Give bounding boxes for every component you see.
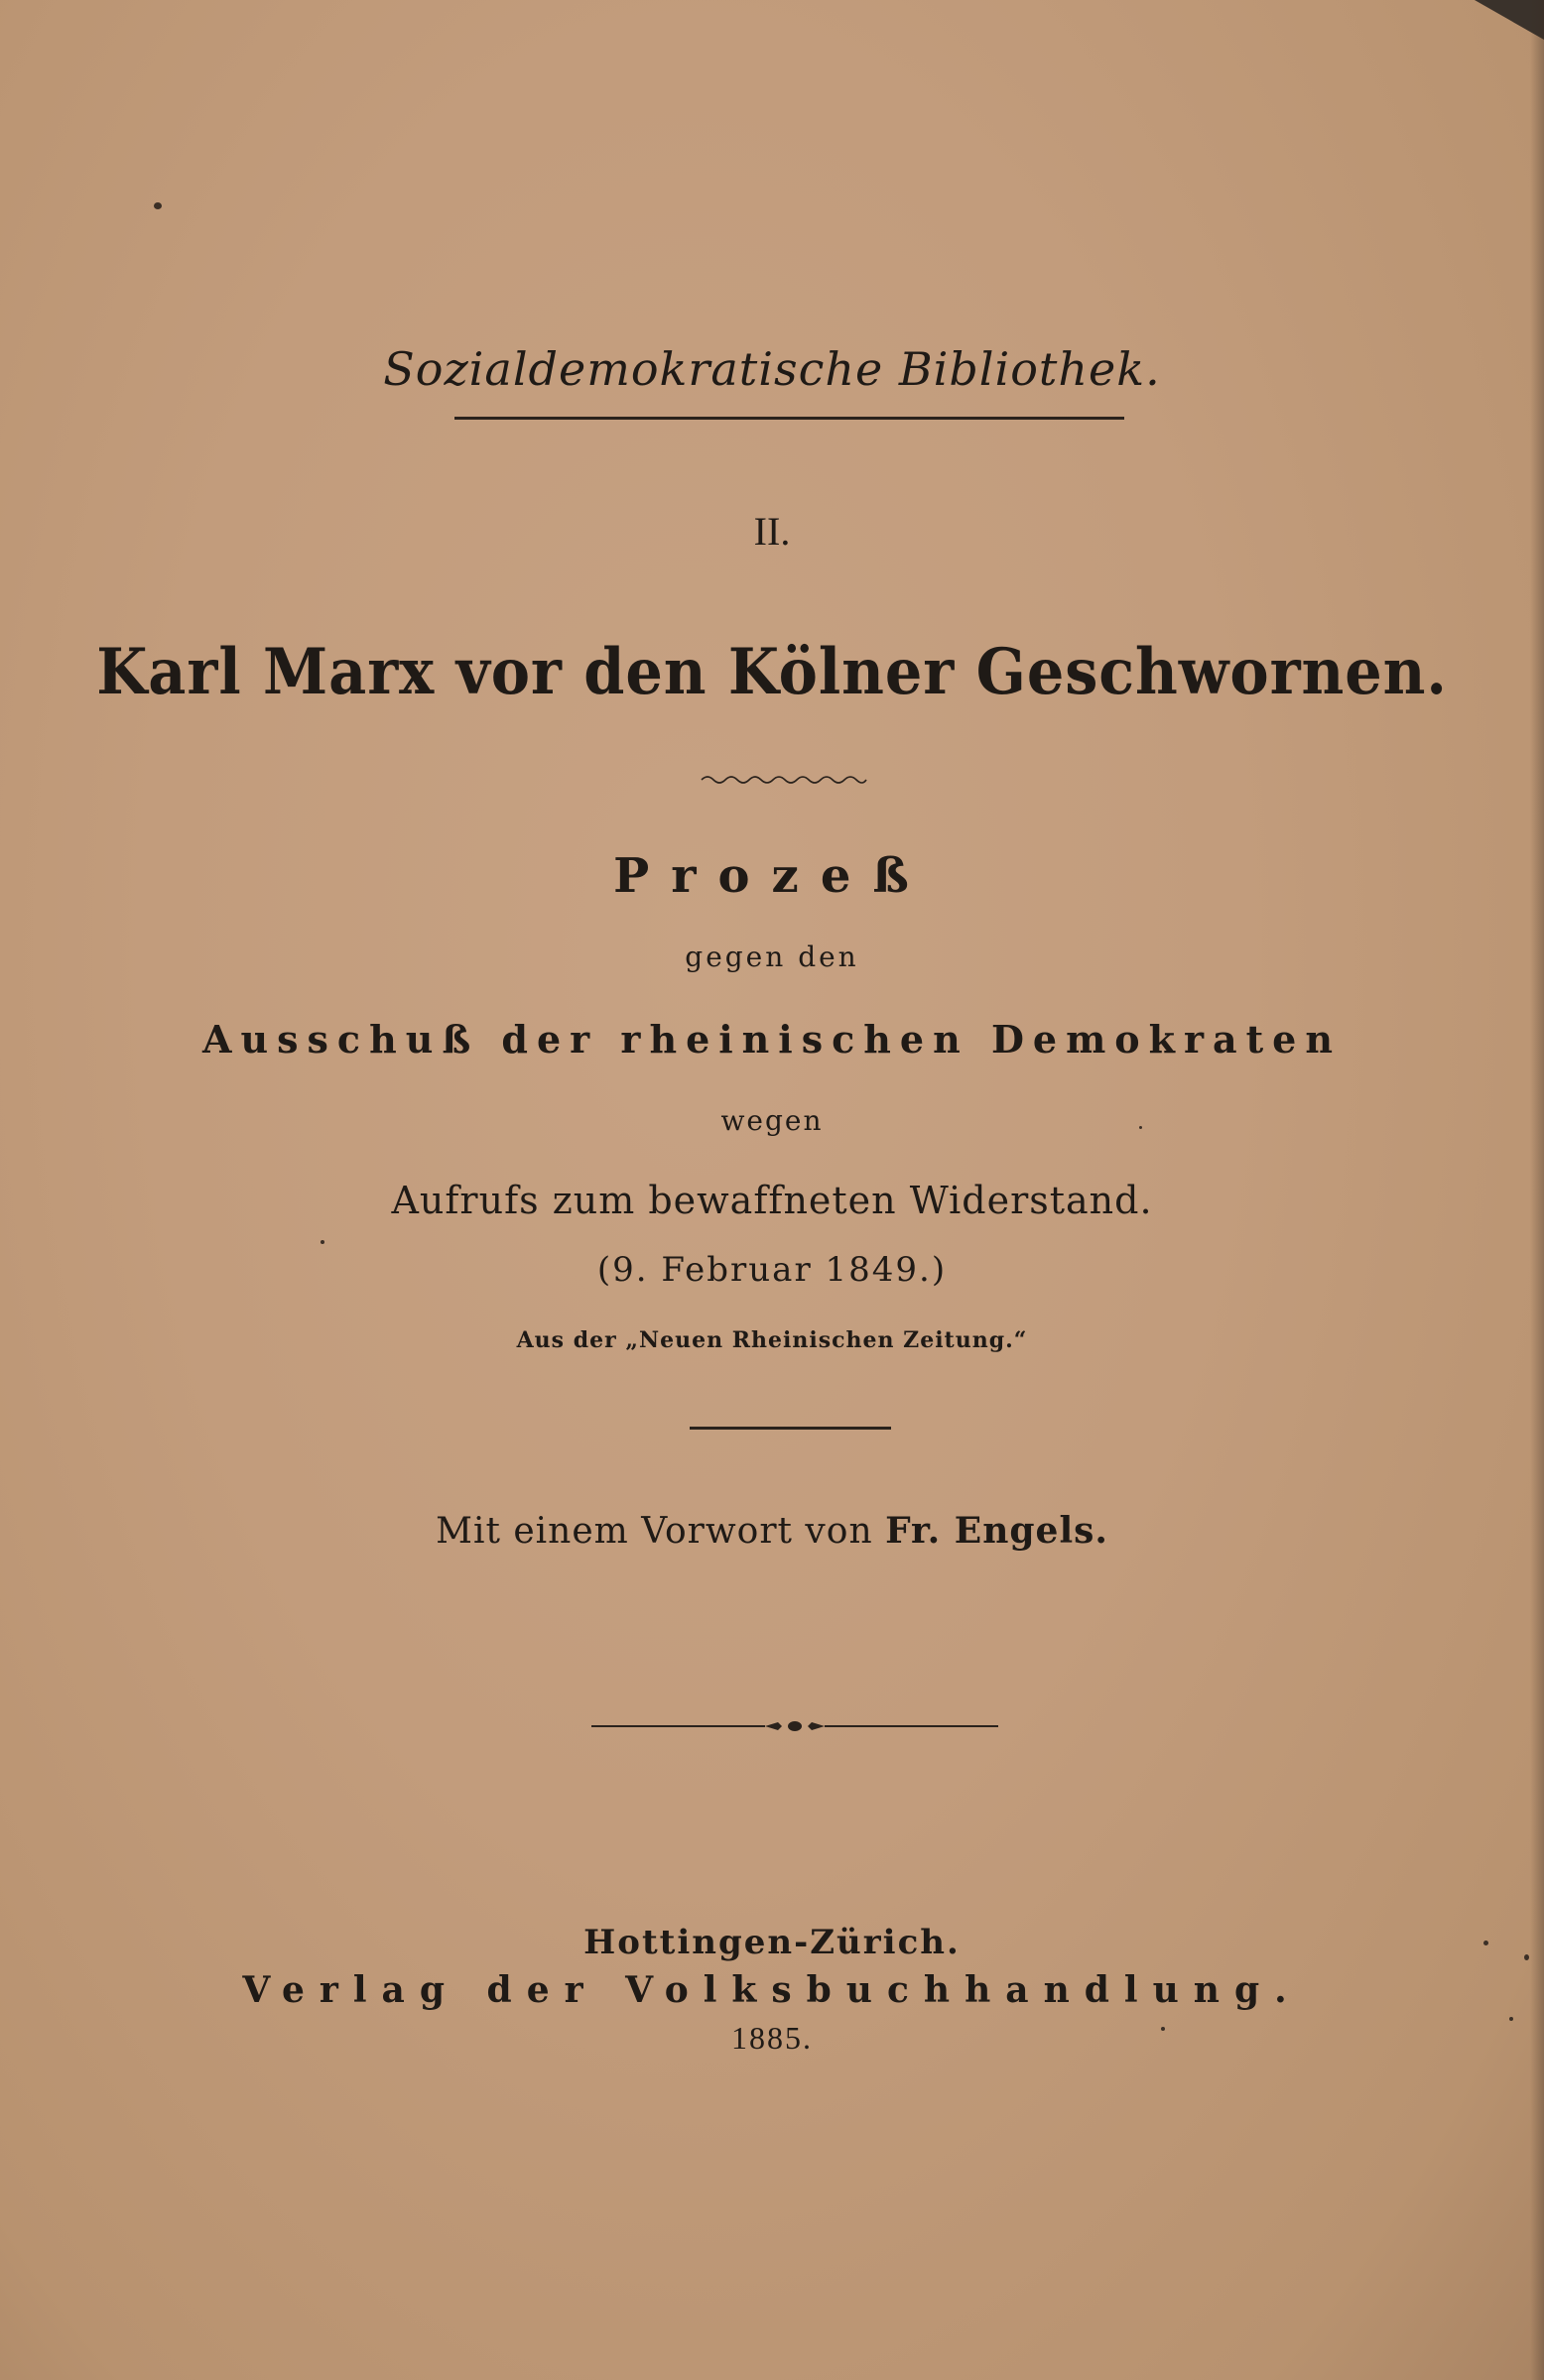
publication-year: 1885. — [731, 2020, 813, 2056]
ornamental-divider — [591, 1714, 998, 1738]
subtitle-prozess: Prozeß — [613, 848, 931, 904]
paper-speck — [154, 202, 162, 209]
wavy-divider — [700, 772, 868, 788]
series-underline — [454, 417, 1124, 420]
text-wegen: wegen — [720, 1104, 824, 1137]
defendant-name: Ausschuß der rheinischen Demokraten — [202, 1017, 1342, 1062]
source-note: Aus der „Neuen Rheinischen Zeitung.“ — [516, 1327, 1028, 1353]
preface-line — [0, 1510, 1544, 1552]
text-gegen-den: gegen den — [685, 940, 859, 973]
paper-speck — [1524, 1954, 1529, 1960]
main-title: Karl Marx vor den Kölner Geschwornen. — [96, 635, 1448, 709]
charge-text: Aufrufs zum bewaffneten Widerstand. — [391, 1179, 1153, 1222]
paper-speck — [1509, 2017, 1513, 2021]
paper-speck — [321, 1240, 324, 1244]
preface-author: Fr. Engels. — [885, 1510, 1108, 1552]
volume-number: II. — [753, 509, 791, 554]
preface-prefix: Mit einem Vorwort von — [436, 1511, 873, 1552]
paper-speck — [1161, 2027, 1165, 2031]
publisher-name: Verlag der Volksbuchhandlung. — [242, 1969, 1302, 2011]
section-rule — [690, 1427, 891, 1430]
paper-speck — [1483, 1941, 1488, 1945]
series-title: Sozialdemokratische Bibliothek. — [383, 342, 1161, 396]
trial-date: (9. Februar 1849.) — [596, 1250, 948, 1290]
publication-place: Hottingen-Zürich. — [583, 1923, 961, 1962]
paper-speck — [1139, 1126, 1142, 1129]
